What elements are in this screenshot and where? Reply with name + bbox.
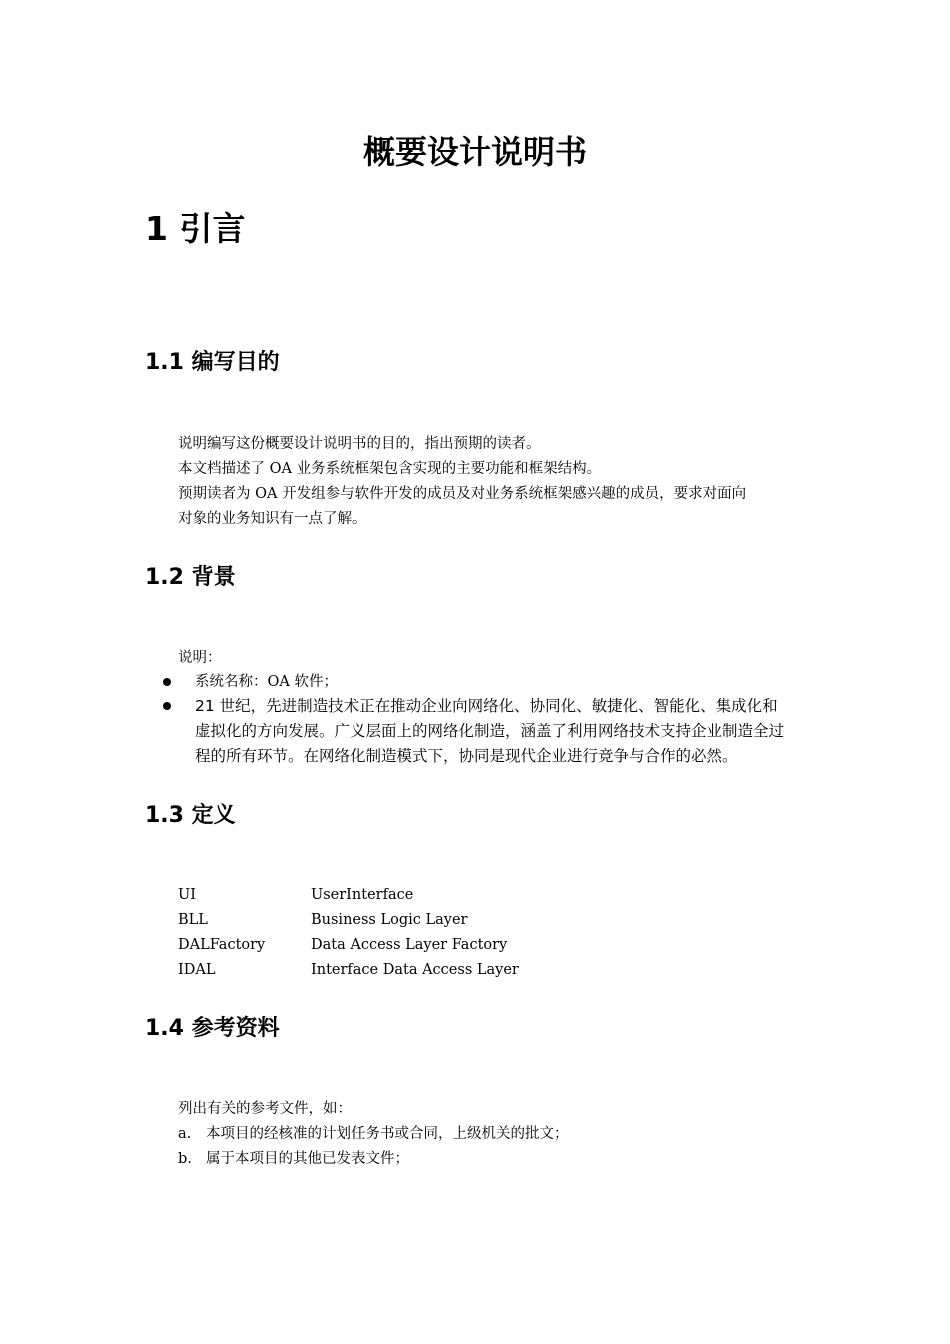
- references-intro: 列出有关的参考文件，如：: [178, 1101, 352, 1117]
- background-bullet-2-line-2: 虚拟化的方向发展。广义层面上的网络化制造，涵盖了利用网络技术支持企业制造全过: [195, 722, 785, 740]
- definition-meaning: Interface Data Access Layer: [311, 962, 519, 978]
- purpose-line-4: 对象的业务知识有一点了解。: [178, 511, 367, 527]
- background-bullet-2-line-3: 程的所有环节。在网络化制造模式下，协同是现代企业进行竞争与合作的必然。: [195, 747, 738, 765]
- definition-term: IDAL: [178, 962, 216, 978]
- reference-item: 属于本项目的其他已发表文件；: [206, 1151, 409, 1167]
- definition-row: [178, 959, 519, 981]
- bullet-icon: [163, 702, 171, 710]
- bullet-icon: [163, 678, 171, 686]
- definition-row: [178, 909, 467, 931]
- list-marker: b.: [178, 1151, 192, 1167]
- definition-meaning: Data Access Layer Factory: [311, 937, 508, 953]
- list-marker: a.: [178, 1126, 192, 1142]
- document-title: 概要设计说明书: [362, 133, 587, 171]
- background-intro: 说明：: [178, 650, 222, 666]
- background-bullet-1: 系统名称：OA 软件；: [195, 674, 338, 690]
- background-bullet-2-line-1: 21 世纪，先进制造技术正在推动企业向网络化、协同化、敏捷化、智能化、集成化和: [195, 697, 778, 715]
- definition-term: DALFactory: [178, 937, 266, 953]
- definition-term: BLL: [178, 912, 208, 928]
- definition-meaning: Business Logic Layer: [311, 912, 468, 928]
- definition-row: [178, 934, 507, 956]
- purpose-line-2: 本文档描述了 OA 业务系统框架包含实现的主要功能和框架结构。: [178, 461, 602, 477]
- reference-item: 本项目的经核准的计划任务书或合同，上级机关的批文；: [206, 1126, 569, 1142]
- section-heading-references: 1.4 参考资料: [145, 1016, 280, 1041]
- chapter-heading-introduction: 1 引言: [145, 209, 246, 248]
- purpose-line-1: 说明编写这份概要设计说明书的目的，指出预期的读者。: [178, 436, 541, 452]
- section-heading-purpose: 1.1 编写目的: [145, 350, 280, 375]
- definition-term: UI: [178, 887, 196, 903]
- purpose-line-3: 预期读者为 OA 开发组参与软件开发的成员及对业务系统框架感兴趣的成员，要求对面向: [178, 486, 747, 502]
- section-heading-background: 1.2 背景: [145, 565, 236, 590]
- definition-row: [178, 884, 413, 906]
- section-heading-definitions: 1.3 定义: [145, 803, 236, 828]
- definition-meaning: UserInterface: [311, 887, 414, 903]
